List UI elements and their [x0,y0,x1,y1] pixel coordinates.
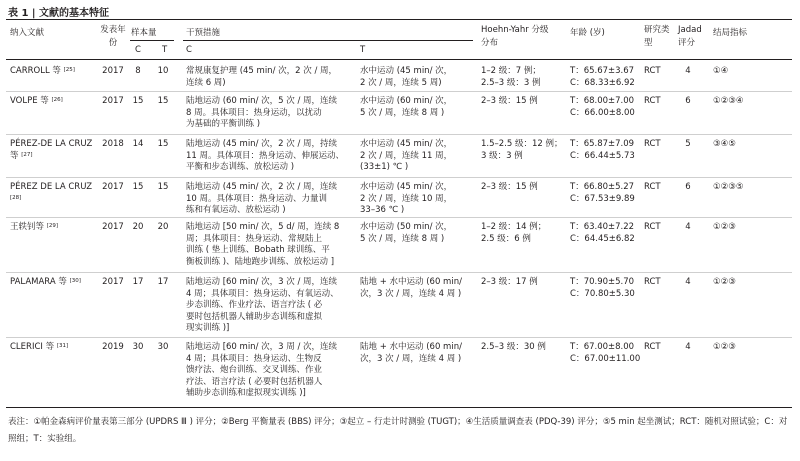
cell-t: 水中运动 (50 min/ 次， 5 次 / 周，连续 8 周 ) [360,222,453,244]
cell-jadad: 4 [685,277,691,287]
cell-hy: 2–3 级：15 例 [481,96,538,106]
cell-n-c: 14 [132,139,144,149]
cell-t: 水中运动 (45 min/ 次， 2 次 / 周，连续 10 周， 33–36 ℃ ) [360,182,453,215]
cell-c: 陆地运动 [60 min/ 次，3 次 / 周，连续 4 周；具体项目：热身运动、有氧运动、 步态训练、作业疗法、语言疗法 ( 必 要时包括机器人辅助步态训练和虚拟 现实训练 )] [186,277,339,333]
cell-hy: 2.5–3 级：30 例 [481,342,546,352]
row-divider [6,177,792,178]
table-title: 表 1 | 文献的基本特征 [8,8,110,19]
cell-jadad: 6 [685,182,691,192]
cell-design: RCT [644,66,661,76]
cell-year: 2017 [102,222,124,232]
cell-t: 陆地 + 水中运动 (60 min/ 次，3 次 / 周，连续 4 周 ) [360,277,462,299]
cell-jadad: 4 [685,342,691,352]
header-intervention-c: C [186,45,192,55]
row-divider [6,134,792,135]
study-name: VOLPE 等 [10,96,49,106]
cell-jadad: 4 [685,222,691,232]
cell-design: RCT [644,222,661,232]
header-jadad: Jadad 评分 [678,25,702,48]
header-intervention-rule [183,40,473,41]
cell-study [10,96,98,108]
study-name: PALAMARA 等 [10,277,67,287]
cell-design: RCT [644,342,661,352]
cell-t: 水中运动 (45 min/ 次， 2 次 / 周，连续 5 周) [360,66,453,88]
cell-study [10,277,98,289]
cell-jadad: 5 [685,139,691,149]
cell-hy: 1.5–2.5 级：12 例； 3 级：3 例 [481,139,563,161]
citation-ref: [31] [56,343,69,349]
cell-n-c: 15 [132,182,144,192]
cell-hy: 1–2 级：7 例； 2.5–3 级：3 例 [481,66,541,88]
cell-jadad: 4 [685,66,691,76]
cell-design: RCT [644,96,661,106]
cell-hy: 2–3 级：15 例 [481,182,538,192]
cell-n-c: 15 [132,96,144,106]
cell-year: 2017 [102,96,124,106]
cell-n-t: 15 [157,182,169,192]
row-divider [6,337,792,338]
cell-year: 2017 [102,66,124,76]
cell-outcome: ①②③ [713,222,736,232]
row-divider [6,272,792,273]
cell-outcome: ③④⑤ [713,139,736,149]
cell-c: 陆地运动 [60 min/ 次，3 周 / 次，连续 4 周；具体项目：热身运动、生物反 馈疗法、炮台训练、交叉训练、作业 疗法、语言疗法 ( 必要时包括机器人 辅助步态训练和虚拟现实训练 )] [186,342,338,398]
header-age: 年龄 (岁) [570,28,605,38]
cell-study [10,66,98,78]
header-design: 研究类型 [644,25,670,48]
study-name: CARROLL 等 [10,66,61,76]
cell-study [10,222,98,234]
cell-year: 2018 [102,139,124,149]
cell-n-t: 10 [157,66,169,76]
cell-c: 陆地运动 [50 min/ 次，5 d/ 周，连续 8 周；具体项目：热身运动、常规陆上 训练 ( 垫上训练、Bobath 球训练、平 衡板训练 )、陆地跑步训练、放松运动 ] [186,222,340,267]
cell-year: 2017 [102,182,124,192]
cell-study [10,182,98,205]
cell-n-c: 17 [132,277,144,287]
table-footnote: 表注：①帕金森病评价量表第三部分 (UPDRS Ⅲ ) 评分；②Berg 平衡量表 (BBS) 评分；③起立 – 行走计时测验 (TUGT)；④生活质量调查表 (PDQ-39) 评分；⑤5 min 起坐测试；RCT：随机对照试验；C：对照组；T：实验组。 [8,417,788,444]
cell-n-c: 8 [135,66,141,76]
row-divider [6,217,792,218]
cell-age: T：66.80±5.27 C：67.53±9.89 [570,182,635,204]
cell-n-t: 15 [157,96,169,106]
citation-ref: [27] [21,151,33,158]
study-name: PÉREZ-DE LA CRUZ 等 [10,139,93,161]
cell-design: RCT [644,277,661,287]
cell-hy: 1–2 级：14 例； 2.5 级：6 例 [481,222,547,244]
cell-t: 水中运动 (45 min/ 次， 2 次 / 周，连续 11 周， (33±1) ℃ ) [360,139,453,172]
cell-age: T：68.00±7.00 C：66.00±8.00 [570,96,635,118]
citation-ref: [28] [10,194,22,201]
row-divider [6,91,792,92]
cell-c: 常规康复护理 (45 min/ 次，2 次 / 周， 连续 6 周) [186,66,338,88]
header-sample-t: T [162,45,168,55]
header-hy: Hoehn-Yahr 分级分布 [481,25,549,48]
cell-age: T：65.87±7.09 C：66.44±5.73 [570,139,635,161]
cell-study [10,342,98,354]
cell-design: RCT [644,182,661,192]
cell-n-c: 20 [132,222,144,232]
cell-hy: 2–3 级：17 例 [481,277,538,287]
table-bottom-rule [6,407,792,408]
cell-c: 陆地运动 (45 min/ 次，2 次 / 周，持续 11 周。具体项目：热身运动、伸展运动、 平衡和步态训练、放松运动 ) [186,139,345,172]
header-year: 发表年份 [100,25,126,48]
cell-n-t: 15 [157,139,169,149]
header-sample: 样本量 [131,28,157,38]
cell-outcome: ①②③ [713,277,736,287]
header-sample-rule [130,40,174,41]
header-bottom-rule [6,59,792,60]
citation-ref: [25] [63,67,75,73]
cell-study [10,139,98,162]
header-sample-c: C [135,45,141,55]
cell-t: 水中运动 (60 min/ 次， 5 次 / 周，连续 8 周 ) [360,96,453,118]
citation-ref: [29] [46,223,59,229]
header-outcome: 结局指标 [713,28,748,38]
cell-c: 陆地运动 (45 min/ 次，2 次 / 周，连续 10 周。具体项目：热身运动、力量训 练和有氧运动、放松运动 ) [186,182,338,215]
cell-year: 2019 [102,342,124,352]
cell-n-c: 30 [132,342,144,352]
citation-ref: [26] [51,97,63,103]
cell-age: T：65.67±3.67 C：68.33±6.92 [570,66,635,88]
cell-outcome: ①④ [713,66,729,76]
header-intervention-t: T [360,45,366,55]
header-intervention: 干预措施 [186,28,221,38]
cell-jadad: 6 [685,96,691,106]
cell-n-t: 30 [157,342,169,352]
table-top-rule [6,19,792,20]
cell-c: 陆地运动 (60 min/ 次，5 次 / 周，连续 8 周。具体项目：热身运动，以扰动 为基础的平衡训练 ) [186,96,338,129]
cell-t: 陆地 + 水中运动 (60 min/ 次，3 次 / 周，连续 4 周 ) [360,342,462,364]
cell-year: 2017 [102,277,124,287]
study-name: PÉREZ DE LA CRUZ [10,182,93,192]
cell-design: RCT [644,139,661,149]
cell-outcome: ①②③ [713,342,736,352]
cell-outcome: ①②③④ [713,96,744,106]
cell-n-t: 20 [157,222,169,232]
study-name: 王轶钊等 [10,222,45,232]
cell-outcome: ①②③⑤ [713,182,744,192]
cell-n-t: 17 [157,277,169,287]
study-name: CLERICI 等 [10,342,55,352]
citation-ref: [30] [69,278,81,284]
cell-age: T：67.00±8.00 C：67.00±11.00 [570,342,641,364]
cell-age: T：63.40±7.22 C：64.45±6.82 [570,222,635,244]
cell-age: T：70.90±5.70 C：70.80±5.30 [570,277,635,299]
header-study: 纳入文献 [10,28,45,38]
